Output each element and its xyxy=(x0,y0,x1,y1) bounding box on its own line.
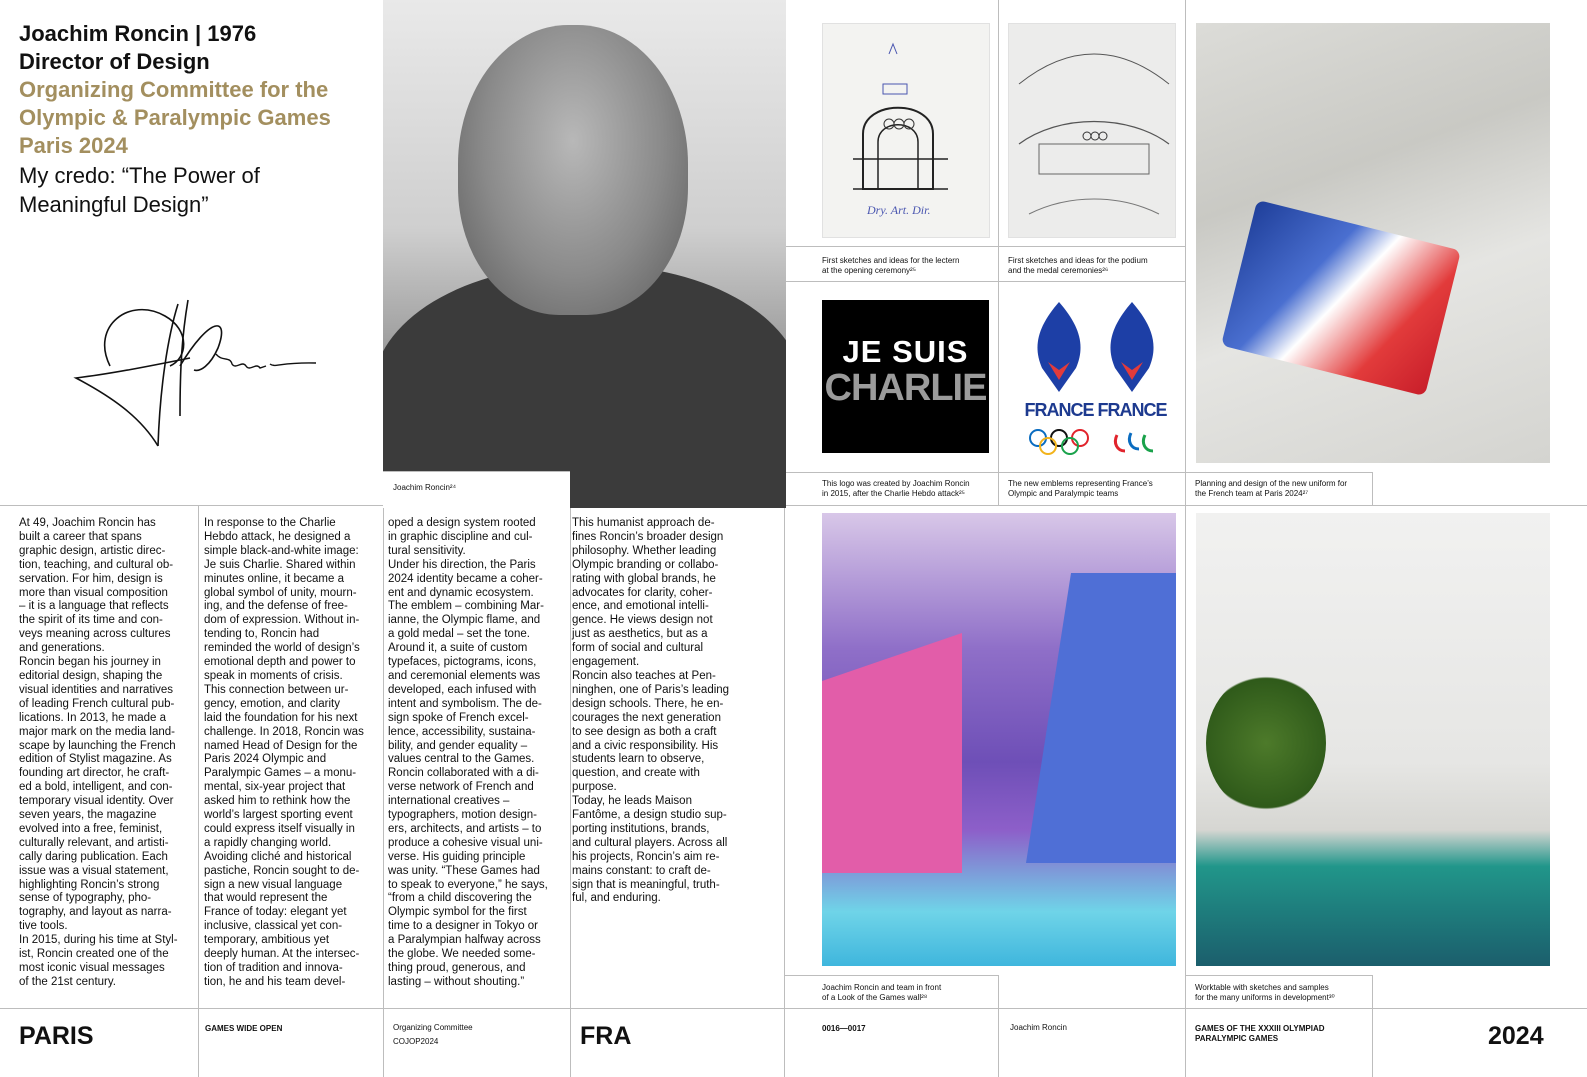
profile-header xyxy=(19,20,369,219)
podium-caption: First sketches and ideas for the podium and the medal ceremonies²⁶ xyxy=(1008,256,1148,275)
emblems-caption: The new emblems representing France’s Olympic and Paralympic teams xyxy=(1008,479,1153,498)
footer-country: FRA xyxy=(580,1022,632,1050)
section-rule xyxy=(784,975,999,976)
column-rule xyxy=(383,505,384,1008)
footer-games: GAMES OF THE XXXIII OLYMPIAD PARALYMPIC GAMES xyxy=(1195,1024,1325,1043)
wall-blue-shape xyxy=(1026,573,1176,863)
role-title: Director of Design xyxy=(19,49,210,74)
lectern-handwriting: Dry. Art. Dir. xyxy=(867,203,931,217)
team-wall-caption: Joachim Roncin and team in front of a Look of the Games wall²⁸ xyxy=(822,983,942,1002)
podium-sketch-drawing xyxy=(1009,24,1176,238)
section-rule xyxy=(784,246,1185,247)
portrait-photo xyxy=(383,0,786,508)
column-rule xyxy=(1372,975,1373,1008)
column-rule xyxy=(998,975,999,1077)
charlie-caption: This logo was created by Joachim Roncin in 2015, after the Charlie Hebdo attack²⁵ xyxy=(822,479,970,498)
olympic-france-emblem xyxy=(1024,300,1094,450)
lectern-caption: First sketches and ideas for the lectern at the opening ceremony²⁵ xyxy=(822,256,960,275)
uniform-caption: Planning and design of the new uniform for the French team at Paris 2024²⁷ xyxy=(1195,479,1348,498)
column-rule xyxy=(1372,472,1373,505)
body-column-4: This humanist approach de- fines Roncin’s broader design philosophy. Whether leading Olympic branding or collabo- rating with global brands, he advocates for clarity, coher- ence, and emotional intelli- gence. He views design not just as aesthetics, but as a form of social and cultural engagement. Roncin also teaches at Pen- ninghen, one of Paris’s leading design schools. There, he en- courages the next generation to see design as both a craft and a civic responsibility. His students learn to observe, question, and create with purpose. Today, he leads Maison Fantôme, a design studio sup- porting institutions, brands, and cultural players. Across all his projects, Roncin’s aim re- mains constant: to craft de- sign that is meaningful, truth- ful, and enduring. xyxy=(572,517,730,905)
emblem-word-paralympic: FRANCE xyxy=(1097,400,1167,420)
column-rule xyxy=(998,0,999,505)
footer-city: PARIS xyxy=(19,1022,94,1050)
body-column-1: At 49, Joachim Roncin has built a career that spans graphic design, artistic direc- tion, teaching, and cultural ob- servation. For him, design is more than visual composition – it is a language that reflects the spirit of its time and con- veys meaning across cultures and generations. Roncin began his journey in editorial design, shaping the visual identities and narratives of leading French cultural pub- lications. In 2013, he made a major mark on the media land- scape by launching the French edition of Stylist magazine. As founding art director, he craft- ed a bold, intelligent, and con- temporary visual identity. Over seven years, the magazine evolved into a free, feminist, culturally relevant, and artisti- cally daring publication. Each issue was a visual statement, highlighting Roncin’s strong sense of typography, pho- tography, and layout as narra- tive tools. In 2015, during his time at Styl- ist, Roncin created one of the most iconic visual messages of the 21st century. xyxy=(19,517,178,988)
footer-theme: GAMES WIDE OPEN xyxy=(205,1024,283,1033)
column-rule xyxy=(1185,0,1186,1077)
section-rule xyxy=(0,505,1587,506)
footer-year: 2024 xyxy=(1488,1022,1544,1050)
uniform-planning-photo xyxy=(1196,23,1550,463)
section-rule xyxy=(784,281,1185,282)
portrait-caption-bar xyxy=(383,471,570,508)
worktable-caption: Worktable with sketches and samples for the many uniforms in development³⁰ xyxy=(1195,983,1335,1002)
footer-person: Joachim Roncin xyxy=(1010,1023,1067,1032)
lectern-sketch-drawing xyxy=(823,24,990,238)
footer-rule xyxy=(1372,1008,1373,1077)
footer-org-line1: Organizing Committee xyxy=(393,1023,473,1032)
body-column-2: In response to the Charlie Hebdo attack, he designed a simple black-and-white image: Je suis Charlie. Shared within minutes online, it became a global symbol of unity, mourn- ing, and the defense of free- dom of expression. Without in- tending to, Roncin had reminded the world of design’s emotional depth and power to speak in moments of crisis. This connection between ur- gency, emotion, and clarity laid the foundation for his next challenge. In 2018, Roncin was named Head of Design for the Paris 2024 Olympic and Paralympic Games – a monu- mental, six-year project that asked him to rethink how the world’s largest sporting event could express itself visually in a rapidly changing world. Avoiding cliché and historical pastiche, Roncin sought to de- sign a new visual language that would represent the France of today: elegant yet inclusive, classical yet con- temporary, ambitious yet deeply human. At the intersec- tion of tradition and innova- tion, he and his team devel- xyxy=(204,517,364,988)
charlie-line2: CHARLIE xyxy=(824,367,987,409)
olympic-rings-icon xyxy=(1024,427,1094,457)
plant-shape xyxy=(1206,673,1326,813)
credo-text: My credo: “The Power of Meaningful Design” xyxy=(19,163,260,217)
worktable-photo xyxy=(1196,513,1550,966)
column-rule xyxy=(570,505,571,1008)
flame-icon xyxy=(1024,300,1094,400)
section-rule xyxy=(784,472,1373,473)
footer-rule xyxy=(0,1008,1587,1009)
charlie-line1: JE SUIS xyxy=(842,334,969,369)
footer-org-line2: COJOP2024 xyxy=(393,1037,439,1046)
portrait-head-shape xyxy=(458,25,688,315)
lectern-sketch-photo xyxy=(822,23,990,238)
je-suis-charlie-logo xyxy=(822,300,989,453)
signature-image xyxy=(70,296,320,456)
name-line: Joachim Roncin | 1976 xyxy=(19,21,257,46)
flame-icon xyxy=(1097,300,1167,400)
section-rule xyxy=(1185,975,1373,976)
footer-rule xyxy=(198,1008,199,1077)
agitos-icon xyxy=(1097,427,1167,457)
footer-page-numbers: 0016—0017 xyxy=(822,1024,866,1033)
footer-rule xyxy=(383,1008,384,1077)
team-wall-photo xyxy=(822,513,1176,966)
organization-title: Organizing Committee for the Olympic & Paralympic Games Paris 2024 xyxy=(19,77,331,158)
paralympic-france-emblem xyxy=(1097,300,1167,450)
emblem-word-olympic: FRANCE xyxy=(1024,400,1094,420)
footer-rule xyxy=(570,1008,571,1077)
tricolor-fabric-shape xyxy=(1221,200,1461,396)
column-rule xyxy=(198,505,199,1008)
podium-sketch-photo xyxy=(1008,23,1176,238)
portrait-caption: Joachim Roncin²⁴ xyxy=(393,483,457,492)
wall-pink-shape xyxy=(822,633,962,873)
body-column-3: oped a design system rooted in graphic discipline and cul- tural sensitivity. Under his direction, the Paris 2024 identity became a coher- ent and dynamic ecosystem. The emblem – combining Mar- ianne, the Olympic flame, and a gold medal – set the tone. Around it, a suite of custom typefaces, pictograms, icons, and ceremonial elements was developed, each infused with intent and symbolism. The de- sign spoke of French excel- lence, accessibility, sustaina- bility, and gender equality – values central to the Games. Roncin collaborated with a di- verse network of French and international creatives – typographers, motion design- ers, architects, and artists – to produce a cohesive visual uni- verse. His guiding principle was unity. “These Games had to speak to everyone,” he says, “from a child discovering the Olympic symbol for the first time to a designer in Tokyo or a Paralympian halfway across the globe. We needed some- thing proud, generous, and lasting – without shouting.” xyxy=(388,517,548,988)
